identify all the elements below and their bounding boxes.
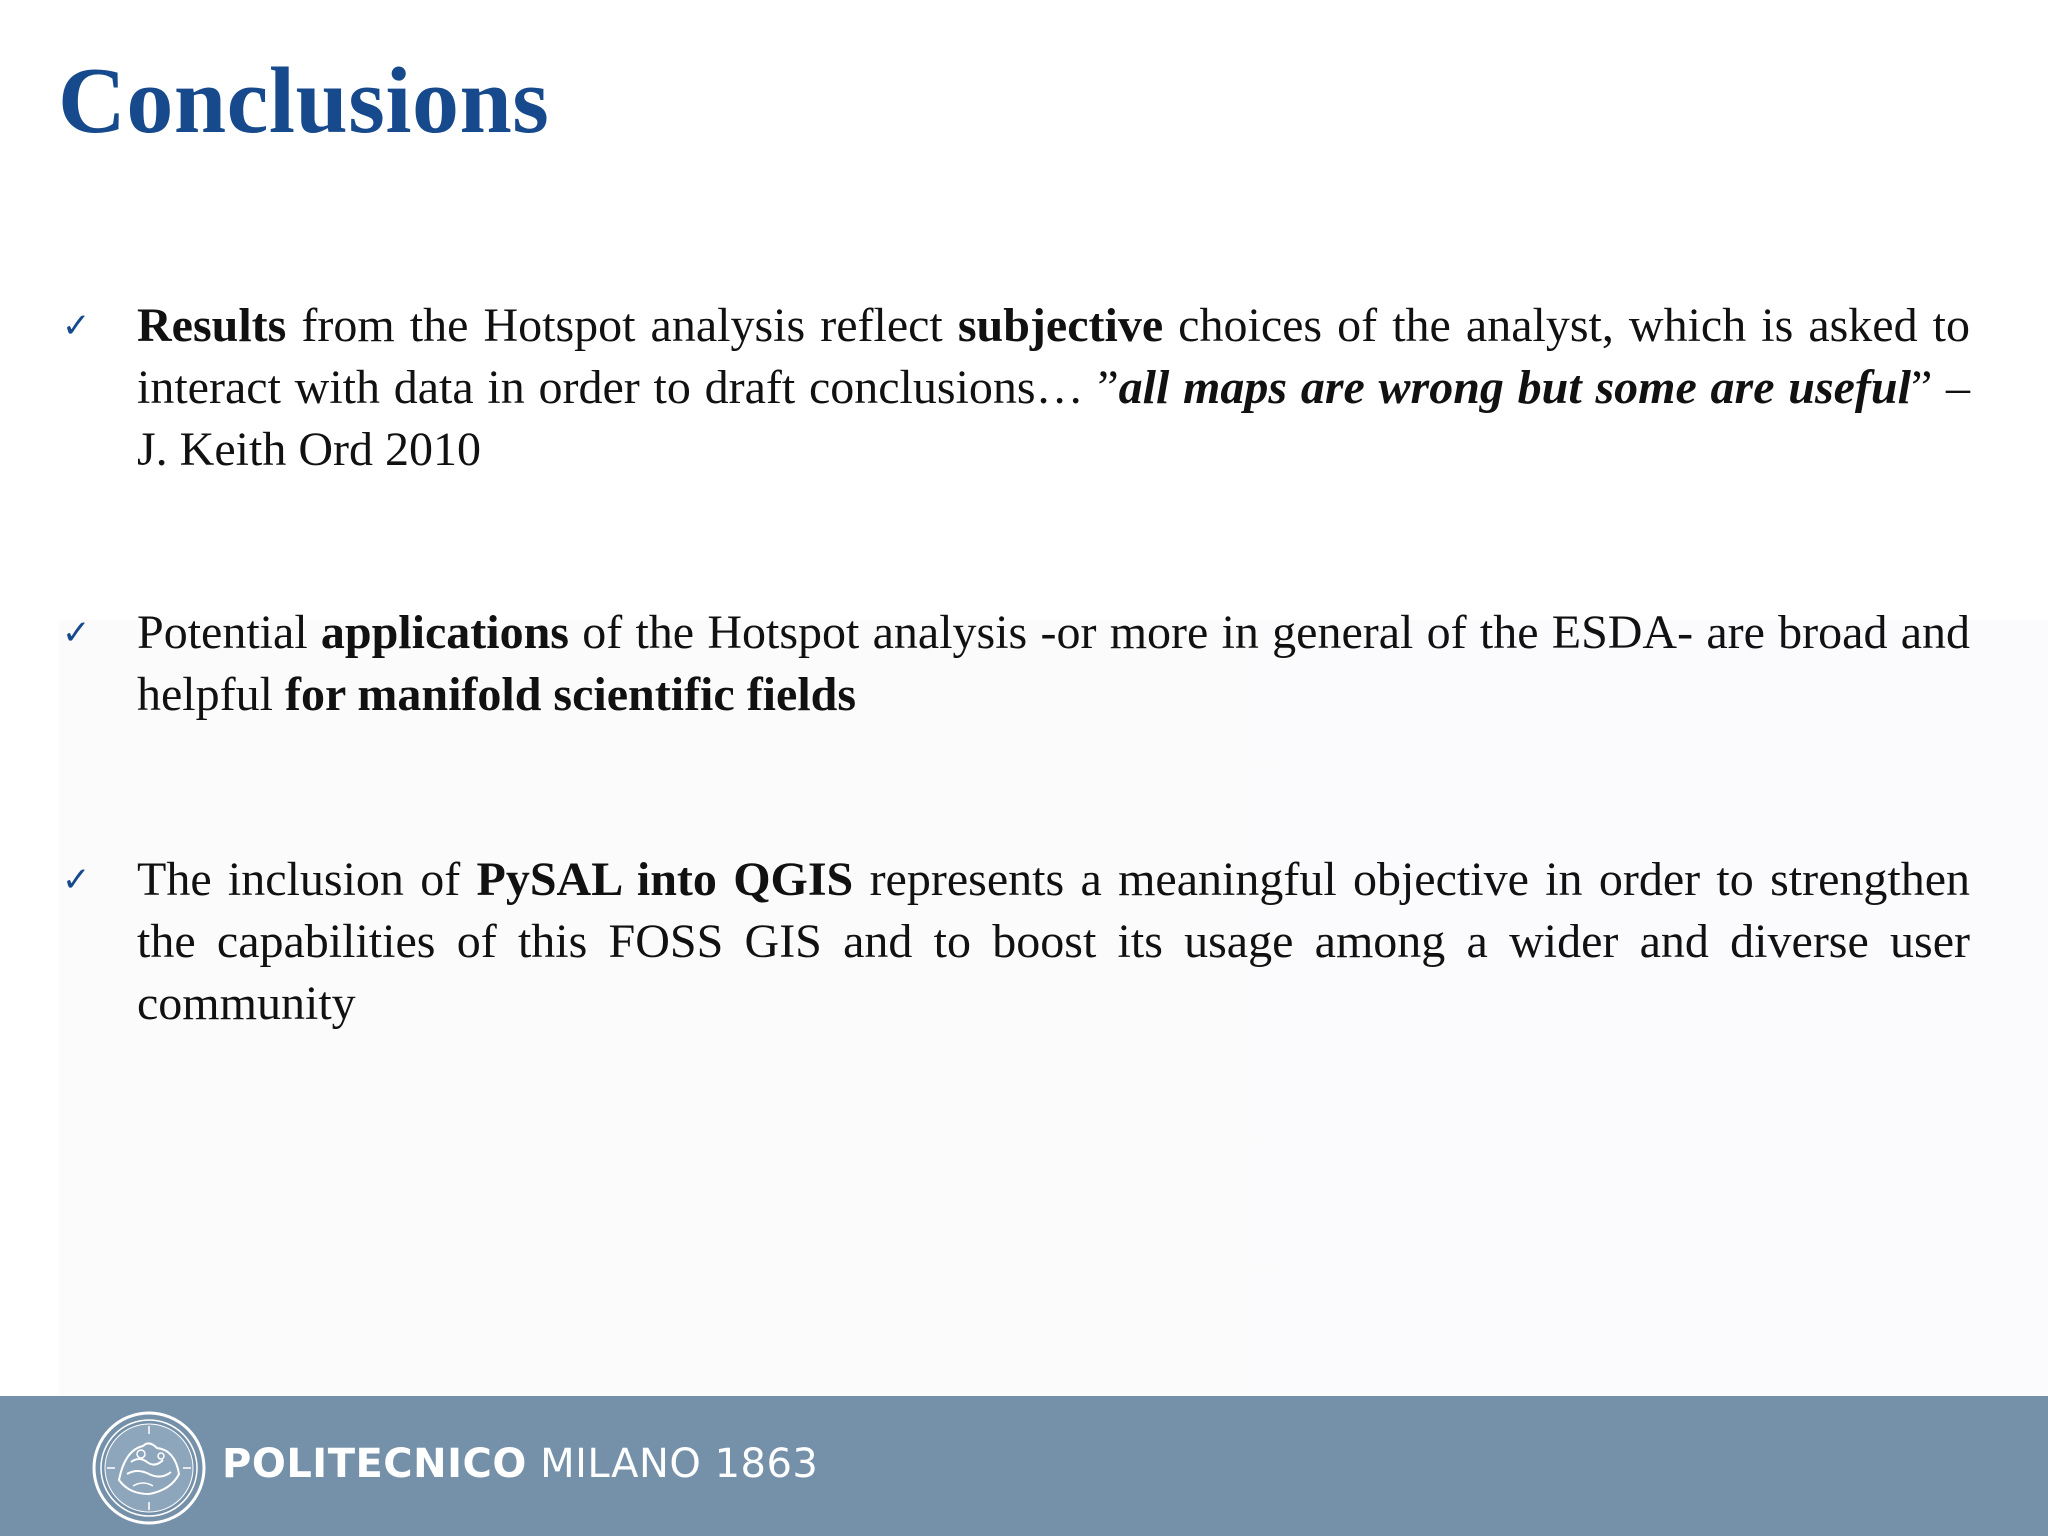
- checkmark-icon: ✓: [62, 860, 91, 900]
- quote-text: all maps are wrong but some are useful: [1118, 361, 1911, 414]
- bullet-text-bold: applications: [320, 606, 569, 659]
- bullet-text-normal: choices of the analyst, which is asked to interact with data in order to draft conclusions… ”: [137, 299, 1971, 414]
- bullet-text-normal: represents a meaningful objective in order to strengthen the capabilities of this FOSS GIS and to boost its usage among a wider and diverse user community: [137, 853, 1971, 1030]
- bullet-text-bold: PySAL into QGIS: [476, 853, 854, 906]
- slide-title: Conclusions: [58, 49, 550, 153]
- footer-name-bold: POLITECNICO: [222, 1441, 527, 1487]
- bullet-text: [137, 849, 1970, 1035]
- footer-bar: [0, 1396, 2048, 1536]
- footer-institution-name: [222, 1438, 818, 1490]
- checkmark-icon: ✓: [62, 306, 91, 346]
- bullet-text: [137, 602, 1970, 726]
- bullet-text-normal: Potential: [137, 606, 321, 659]
- bullet-text-normal: The inclusion of: [137, 853, 477, 906]
- bullet-text-normal: from the Hotspot analysis reflect: [286, 299, 958, 352]
- university-seal-logo: [91, 1410, 207, 1526]
- quote-attribution: ” – J. Keith Ord 2010: [137, 361, 1971, 476]
- checkmark-icon: ✓: [62, 613, 91, 653]
- bullet-text-bold: for manifold scientific fields: [284, 668, 857, 721]
- bullet-text-bold: subjective: [957, 299, 1164, 352]
- bullet-text-normal: of the Hotspot analysis -or more in general of the ESDA- are broad and helpful: [137, 606, 1970, 721]
- bullet-text: [137, 295, 1970, 481]
- footer-name-rest: MILANO 1863: [526, 1441, 819, 1487]
- bullet-text-bold: Results: [137, 299, 287, 352]
